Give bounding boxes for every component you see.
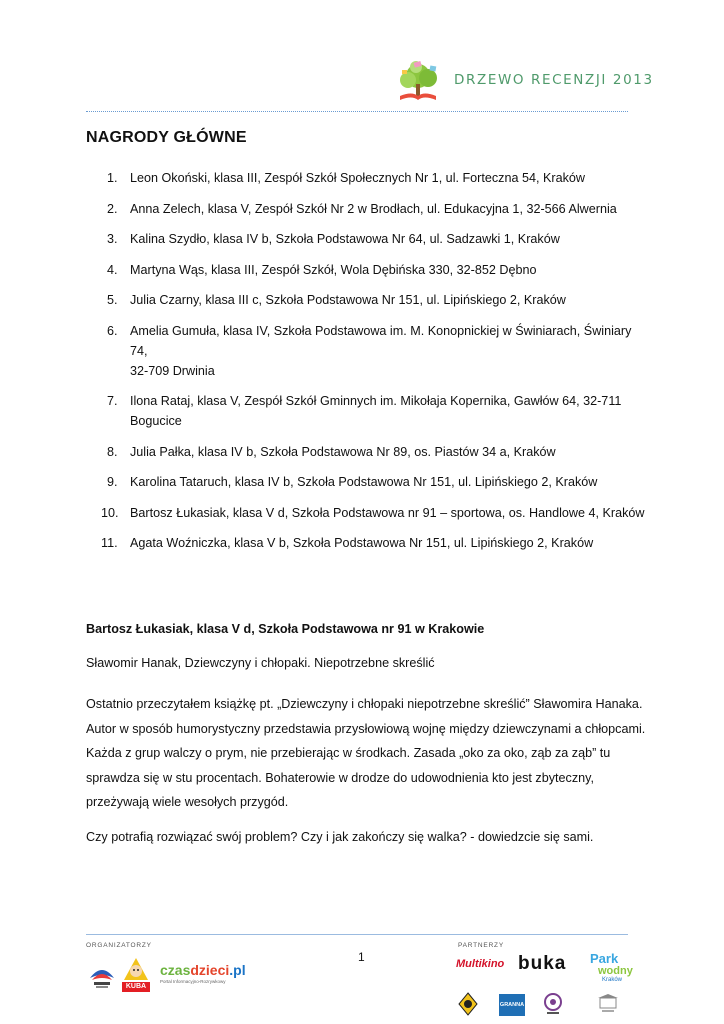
multikino-logo: Multikino — [456, 958, 505, 970]
museum-crest-icon — [543, 992, 563, 1016]
theatre-mask-icon — [458, 992, 478, 1016]
page-title: NAGRODY GŁÓWNE — [86, 129, 247, 146]
list-item — [86, 533, 646, 553]
dzieci-text: dzieci — [190, 962, 230, 978]
pl-text: .pl — [229, 962, 246, 978]
czas-text: czas — [160, 962, 191, 978]
item-number: 5. — [107, 293, 118, 307]
item-number: 7. — [107, 394, 118, 408]
item-text-cont: 32-709 Drwinia — [130, 363, 215, 378]
item-number: 4. — [107, 262, 118, 277]
logo-title: DRZEWO RECENZJI 2013 — [454, 72, 654, 88]
item-text: Karolina Tataruch, klasa IV b, Szkoła Podstawowa Nr 151, ul. Lipińskiego 2, Kraków — [130, 475, 598, 489]
paragraph-line: Autor w sposób humorystyczny przedstawia przysłowiową wojnę między dziewczynami a chłopcami. — [86, 721, 646, 736]
list-item — [86, 290, 646, 310]
park-city-text: Kraków — [602, 977, 623, 983]
item-text: Leon Okoński, klasa III, Zespół Szkół Społecznych Nr 1, ul. Forteczna 54, Kraków — [130, 171, 585, 185]
granna-logo — [499, 994, 525, 1016]
list-item — [86, 391, 646, 431]
drzewo-recenzji-logo — [392, 58, 654, 108]
paragraph-line: przeżywają wiele wesołych przygód. — [86, 795, 289, 809]
list-item — [86, 442, 646, 462]
list-item — [86, 199, 646, 219]
footer-divider — [86, 934, 628, 935]
kuba-label: KUBA — [122, 982, 150, 992]
list-item — [86, 503, 646, 523]
history-museum-icon — [596, 994, 620, 1016]
item-number: 9. — [107, 475, 118, 489]
wodny-text: wodny — [598, 965, 633, 977]
item-number: 10. — [101, 505, 119, 520]
review-closing: Czy potrafią rozwiązać swój problem? Czy i jak zakończy się walka? - dowiedzcie się sami. — [86, 830, 594, 844]
book-title: Sławomir Hanak, Dziewczyny i chłopaki. Niepotrzebne skreślić — [86, 656, 435, 670]
review-paragraph — [86, 692, 646, 815]
review-heading: Bartosz Łukasiak, klasa V d, Szkoła Podstawowa nr 91 w Krakowie — [86, 622, 485, 636]
prize-list — [86, 168, 646, 564]
paragraph-line: sprawdza się w stu procentach. Bohaterowie w drodze do udowodnienia kto jest zbyteczny, — [86, 770, 594, 785]
item-number: 11. — [101, 536, 118, 550]
item-text: Amelia Gumuła, klasa IV, Szkoła Podstawowa im. M. Konopnickiej w Świniarach, Świniary 74, — [130, 323, 632, 358]
paragraph-line: Ostatnio przeczytałem książkę pt. „Dziewczyny i chłopaki niepotrzebne skreślić” Sławomira Hanaka. — [86, 697, 643, 711]
buka-logo: buka — [518, 953, 567, 974]
paragraph-line: Każda z grup walczy o prym, nie przebierając w środkach. Zasada „oko za oko, ząb za ząb” tu — [86, 746, 611, 760]
park-text: Park — [590, 951, 619, 966]
page-number: 1 — [358, 950, 365, 964]
list-item — [86, 229, 646, 249]
item-text: Ilona Rataj, klasa V, Zespół Szkół Gminnych im. Mikołaja Kopernika, Gawłów 64, 32-711 — [130, 394, 622, 408]
granna-label: GRANNA — [499, 1002, 525, 1008]
item-text: Julia Pałka, klasa IV b, Szkoła Podstawowa Nr 89, os. Piastów 34 a, Kraków — [130, 444, 556, 459]
item-text: Julia Czarny, klasa III c, Szkoła Podstawowa Nr 151, ul. Lipińskiego 2, Kraków — [130, 293, 566, 307]
organizers-label: ORGANIZATORZY — [86, 942, 152, 949]
item-number: 3. — [107, 232, 118, 246]
item-text: Martyna Wąs, klasa III, Zespół Szkół, Wola Dębińska 330, 32-852 Dębno — [130, 262, 537, 277]
item-text: Kalina Szydło, klasa IV b, Szkoła Podstawowa Nr 64, ul. Sadzawki 1, Kraków — [130, 232, 560, 246]
park-wodny-logo — [590, 952, 640, 992]
partners-label: PARTNERZY — [458, 942, 504, 949]
library-crest-icon — [86, 958, 118, 990]
czasdzieci-subtitle: Portal Informacyjno-Rozrywkowy — [160, 979, 226, 984]
list-item — [86, 321, 646, 381]
item-text: Bartosz Łukasiak, klasa V d, Szkoła Podstawowa nr 91 – sportowa, os. Handlowe 4, Kraków — [130, 505, 645, 520]
tree-book-icon — [392, 58, 452, 108]
list-item — [86, 168, 646, 188]
czasdzieci-logo — [160, 962, 246, 992]
item-number: 8. — [107, 444, 118, 459]
list-item — [86, 472, 646, 492]
item-text: Agata Woźniczka, klasa V b, Szkoła Podstawowa Nr 151, ul. Lipińskiego 2, Kraków — [130, 536, 594, 550]
item-number: 2. — [107, 201, 118, 216]
item-text-cont: Bogucice — [130, 414, 182, 428]
item-number: 6. — [107, 323, 118, 338]
kuba-logo — [122, 956, 150, 992]
item-text: Anna Zelech, klasa V, Zespół Szkół Nr 2 w Brodłach, ul. Edukacyjna 1, 32-566 Alwernia — [130, 201, 617, 216]
list-item — [86, 260, 646, 280]
kuba-character-icon — [122, 956, 150, 982]
header-divider — [86, 111, 628, 112]
item-number: 1. — [107, 171, 118, 185]
